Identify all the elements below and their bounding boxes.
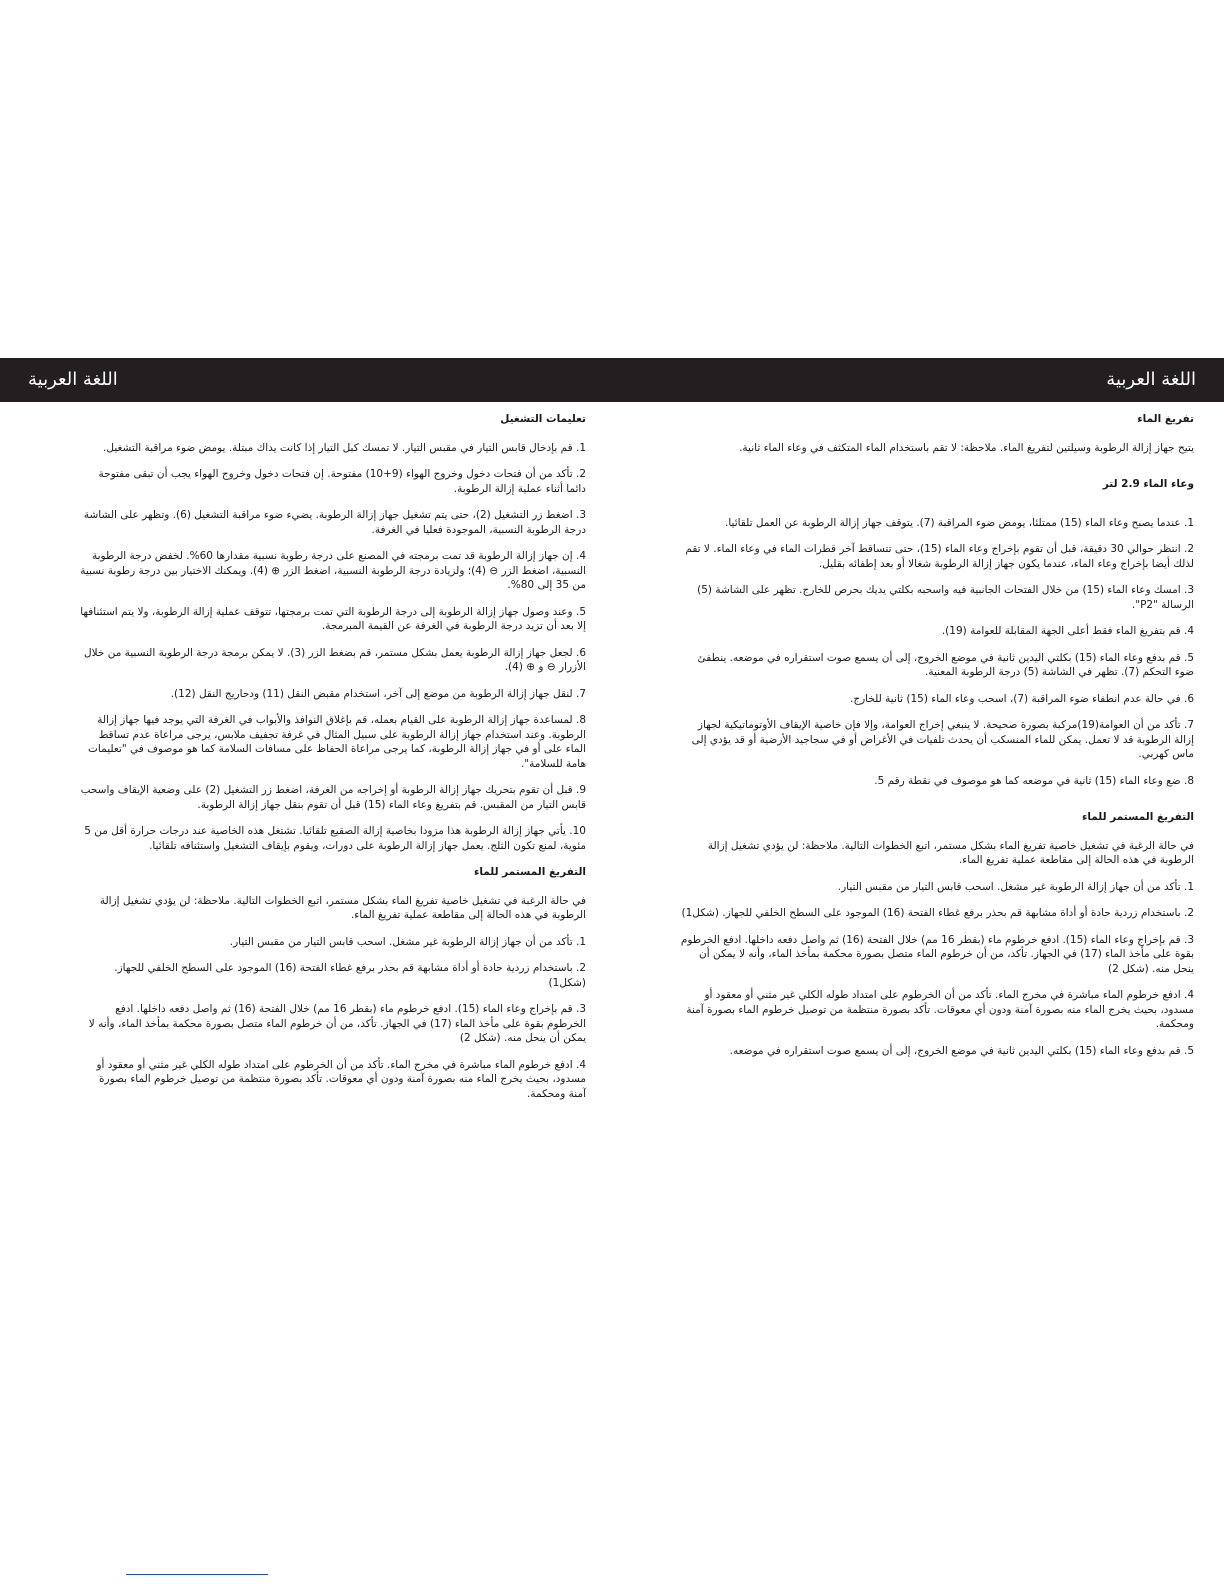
header-bar [0, 358, 1224, 402]
continuous-step: 4. ادفع خرطوم الماء مباشرة في مخرج الماء. تأكد من أن الخرطوم على امتداد طوله الكلي غير مثني أو معقود أو مسدود، بحيث يخرج الماء منه بصورة آمنة ودون أي معوقات. تأكد بصورة منتظمة من توصيل خرطوم الماء بصورة آمنة ومحكمة. [96, 1058, 586, 1100]
tank-step: 5. قم بدفع وعاء الماء (15) بكلتي اليدين ثانية في موضع الخروج، إلى أن يسمع صوت استقراره في موضعه. ينطفئ ضوء التحكم (7). تظهر في الشاشة (5) درجة الرطوبة المعنية. [697, 651, 1194, 678]
tank-heading: وعاء الماء 2.9 لتر [1102, 478, 1194, 490]
continuous-step: 5. قم بدفع وعاء الماء (15) بكلتي اليدين ثانية في موضع الخروج، إلى أن يسمع صوت استقراره في موضعه. [729, 1044, 1194, 1057]
operating-step: 9. قبل أن تقوم بتحريك جهاز إزالة الرطوبة أو إخراجه من الغرفة، اضغط زر التشغيل (2) على وضعية الإيقاف واسحب قابس التيار من المقبس. قم بتفريغ وعاء الماء (15) قبل أن تقوم بنقل جهاز إزالة الرطوبة. [80, 784, 586, 811]
continuous-step: 1. تأكد من أن جهاز إزالة الرطوبة غير مشغل. اسحب قابس التيار من مقبس التيار. [837, 880, 1194, 893]
water-drain-heading: تفريغ الماء [1137, 413, 1194, 425]
continuous-intro-right: في حالة الرغبة في تشغيل خاصية تفريغ الماء بشكل مستمر، اتبع الخطوات التالية. ملاحظة: لن يؤدي تشغيل إزالة الرطوبة في هذه الحالة إلى مقاطعة عملية تفريغ الماء. [707, 839, 1194, 866]
continuous-intro-left: في حالة الرغبة في تشغيل خاصية تفريغ الماء بشكل مستمر، اتبع الخطوات التالية. ملاحظة: لن يؤدي تشغيل إزالة الرطوبة في هذه الحالة إلى مقاطعة عملية تفريغ الماء. [99, 894, 586, 921]
operating-step: 5. وعند وصول جهاز إزالة الرطوبة إلى درجة الرطوبة التي تمت برمجتها، تتوقف عملية إزالة الرطوبة، ولا يتم استئنافها إلا بعد أن تزيد درجة الرطوبة في الغرفة عن القيمة المبرمجة. [80, 605, 586, 632]
operating-step: 8. لمساعدة جهاز إزالة الرطوبة على القيام بعمله، قم بإغلاق النوافذ والأبواب في الغرفة التي يوجد فيها جهاز إزالة الرطوبة. وعند استخدام جهاز إزالة الرطوبة على سبيل المثال في غرفة تجفيف ملابس، يرجى مراعاة عدم تساقط الماء على أو في جهاز إزالة الرطوبة، كما يرجى مراعاة الحفاظ على مسافات السلامة كما هو موصوف في "تعليمات هامة للسلامة". [88, 714, 586, 770]
operating-step: 10. يأتي جهاز إزالة الرطوبة هذا مزودا بخاصية إزالة الصقيع تلقائيا. تشتغل هذه الخاصية عند درجات حرارة أقل من 5 مئوية، لمنع تكون الثلج. يعمل جهاز إزالة الرطوبة على دورات، ويقوم بإيقاف التشغيل واستئنافه تلقائيا. [84, 825, 586, 852]
right-column [676, 412, 1194, 1070]
operating-step: 7. لنقل جهاز إزالة الرطوبة من موضع إلى آخر، استخدام مقبض النقل (11) ودحاريج النقل (12). [170, 687, 586, 700]
continuous-step: 1. تأكد من أن جهاز إزالة الرطوبة غير مشغل. اسحب قابس التيار من مقبس التيار. [229, 935, 586, 948]
tank-step: 3. امسك وعاء الماء (15) من خلال الفتحات الجانبية فيه واسحبه بكلتي يديك بحرص للخارج. تظهر على الشاشة (5) الرسالة "P2". [697, 584, 1194, 611]
tank-step: 8. ضع وعاء الماء (15) ثانية في موضعه كما هو موصوف في نقطة رقم 5. [874, 774, 1194, 787]
continuous-heading-right: التفريغ المستمر للماء [1081, 811, 1194, 823]
operating-step: 1. قم بإدخال قابس التيار في مقبس التيار. لا تمسك كبل التيار إذا كانت يداك مبتلة. يومض ضوء مراقبة التشغيل. [103, 441, 586, 454]
continuous-step: 2. باستخدام زردية حادة أو أداة مشابهة قم بحذر برفع غطاء الفتحة (16) الموجود على السطح الخلفي للجهاز. (شكل1) [114, 962, 586, 989]
tank-step: 2. انتظر حوالي 30 دقيقة، قبل أن تقوم بإخراج وعاء الماء (15)، حتى تتساقط آخر قطرات الماء في وعاء الماء. لا تقم لذلك أيضا بإخراج وعاء الماء، عندما يكون جهاز إزالة الرطوبة شغالا أو بعد إطفائه بقليل. [685, 543, 1194, 570]
operating-step: 2. تأكد من أن فتحات دخول وخروج الهواء (9+10) مفتوحة. إن فتحات دخول وخروج الهواء يجب أن تبقى مفتوحة دائما أثناء عملية إزالة الرطوبة. [98, 468, 586, 495]
operating-heading: تعليمات التشغيل [500, 413, 586, 425]
operating-step: 3. اضغط زر التشغيل (2)، حتى يتم تشغيل جهاز إزالة الرطوبة. يضيء ضوء مراقبة التشغيل (6). وتظهر على الشاشة درجة الرطوبة النسبية، الموجودة فعليا في الغرفة. [83, 509, 586, 536]
left-column [80, 412, 586, 1113]
water-drain-intro: يتيح جهاز إزالة الرطوبة وسيلتين لتفريغ الماء. ملاحظة: لا تقم باستخدام الماء المتكثف في وعاء الماء ثانية. [739, 441, 1194, 454]
operating-step: 4. إن جهاز إزالة الرطوبة قد تمت برمجته في المصنع على درجة رطوبة نسبية مقدارها 60%. لخفض درجة الرطوبة النسبية، اضغط الزر ⊖ (4)؛ ولزيادة درجة الرطوبة النسبية، اضغط الزر ⊕ (4). ويمكنك الاختيار بين درجة رطوبة نسبية من 35 إلى 80%. [80, 550, 586, 591]
tank-step: 7. تأكد من أن العوامة(19)مركبة بصورة صحيحة. لا ينبغي إخراج العوامة، وإلا فإن خاصية الإيقاف الأوتوماتيكية لجهاز إزالة الرطوبة قد لا تعمل. يمكن للماء المنسكب أن يحدث تلفيات في الأغراض أو في سجاجيد الأرضية أو قد يؤدي إلى ماس كهربي. [691, 719, 1194, 760]
tank-step: 1. عندما يصبح وعاء الماء (15) ممتلئا، يومض ضوء المراقبة (7). يتوقف جهاز إزالة الرطوبة عن العمل تلقائيا. [724, 516, 1194, 529]
continuous-step: 2. باستخدام زردية حادة أو أداة مشابهة قم بحذر برفع غطاء الفتحة (16) الموجود على السطح الخلفي للجهاز. (شكل1) [681, 907, 1194, 919]
tank-step: 6. في حالة عدم انطفاء ضوء المراقبة (7)، اسحب وعاء الماء (15) ثانية للخارج. [850, 692, 1194, 705]
header-title-right: اللغة العربية [1106, 369, 1196, 390]
footer-rule [126, 1574, 268, 1575]
operating-step: 6. لجعل جهاز إزالة الرطوبة يعمل بشكل مستمر، قم بضغط الزر (3). لا يمكن برمجة درجة الرطوبة النسبية من خلال الأزرار ⊖ و ⊕ (4). [84, 646, 586, 673]
header-title-left: اللغة العربية [28, 369, 118, 390]
continuous-step: 3. قم بإخراج وعاء الماء (15). ادفع خرطوم ماء (بقطر 16 مم) خلال الفتحة (16) ثم واصل دفعه داخلها. ادفع الخرطوم بقوة على مأخذ الماء (17) في الجهاز. تأكد، من أن خرطوم الماء متصل بصورة محكمة بمأخذ الماء، وأنه لا يمكن أن ينحل منه. (شكل 2) [680, 933, 1194, 975]
continuous-step: 4. ادفع خرطوم الماء مباشرة في مخرج الماء. تأكد من أن الخرطوم على امتداد طوله الكلي غير مثني أو معقود أو مسدود، بحيث يخرج الماء منه بصورة آمنة ودون أي معوقات. تأكد بصورة منتظمة من توصيل خرطوم الماء بصورة آمنة ومحكمة. [686, 989, 1194, 1030]
continuous-step: 3. قم بإخراج وعاء الماء (15). ادفع خرطوم ماء (بقطر 16 مم) خلال الفتحة (16) ثم واصل دفعه داخلها. ادفع الخرطوم بقوة على مأخذ الماء (17) في الجهاز. تأكد، من أن خرطوم الماء متصل بصورة محكمة بمأخذ الماء، وأنه لا يمكن أن ينحل منه. (شكل 2) [88, 1003, 586, 1044]
tank-step: 4. قم بتفريغ الماء فقط أعلى الجهة المقابلة للعوامة (19). [941, 625, 1194, 637]
continuous-heading-left: التفريغ المستمر للماء [473, 866, 586, 878]
